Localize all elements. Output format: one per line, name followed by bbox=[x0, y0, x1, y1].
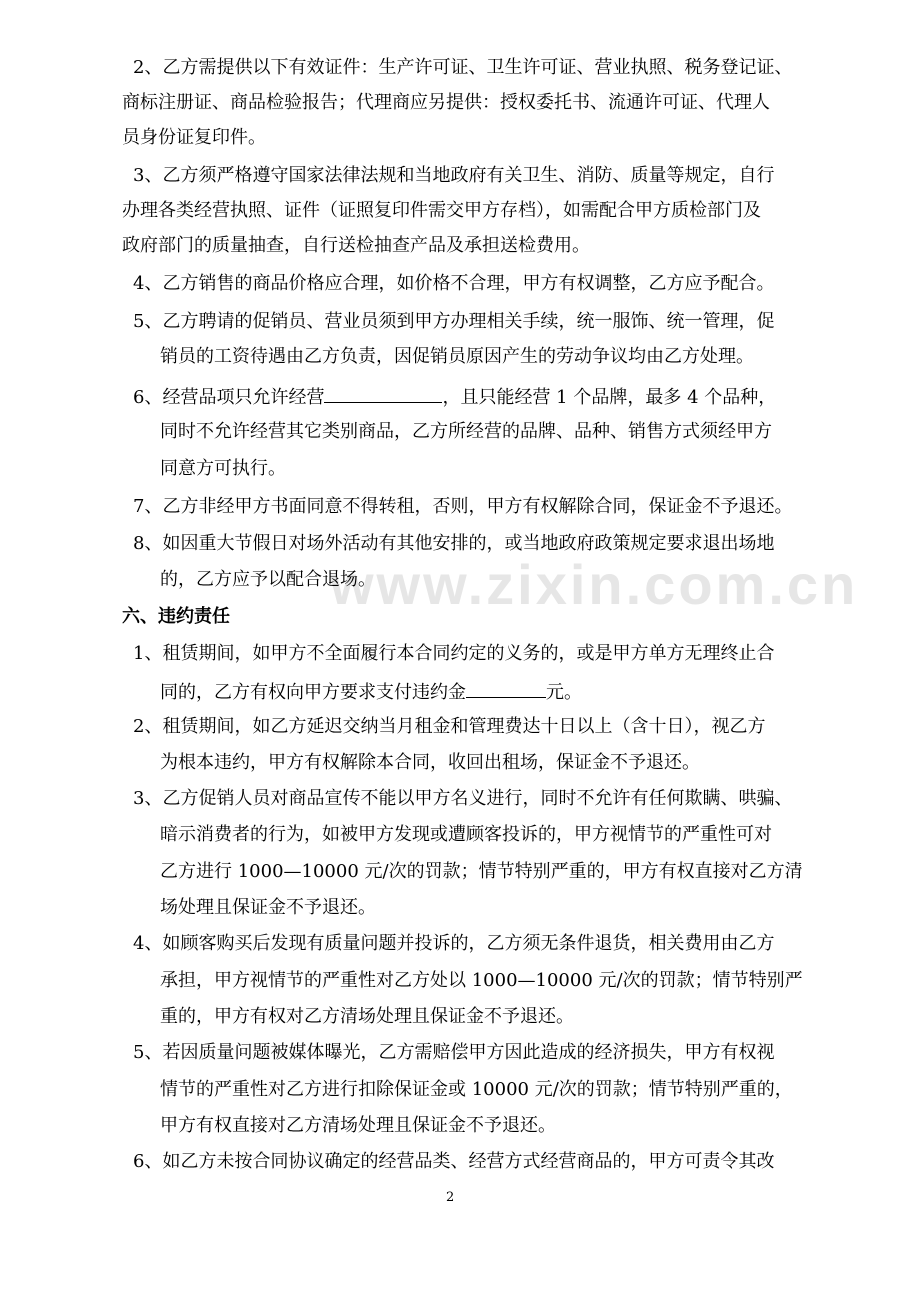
penalty-amount-blank bbox=[466, 677, 546, 698]
clause-7-line-1: 7、乙方非经甲方书面同意不得转租，否则，甲方有权解除合同，保证金不予退还。 bbox=[133, 496, 793, 517]
breach-clause-1-text-after-blank: 元。 bbox=[546, 682, 582, 703]
section-heading: 六、违约责任 bbox=[122, 606, 230, 627]
clause-6-line-3: 同意方可执行。 bbox=[160, 458, 286, 479]
clause-6-line-2: 同时不允许经营其它类别商品，乙方所经营的品牌、品种、销售方式须经甲方 bbox=[160, 421, 772, 442]
breach-clause-2-line-2: 为根本违约，甲方有权解除本合同，收回出租场，保证金不予退还。 bbox=[160, 752, 700, 773]
breach-clause-4-line-1: 4、如顾客购买后发现有质量问题并投诉的，乙方须无条件退货，相关费用由乙方 bbox=[133, 933, 775, 954]
breach-clause-6-line-1: 6、如乙方未按合同协议确定的经营品类、经营方式经营商品的，甲方可责令其改 bbox=[133, 1151, 775, 1172]
clause-6-text-before-blank: 6、经营品项只允许经营 bbox=[133, 387, 325, 408]
clause-2-line-2: 商标注册证、商品检验报告；代理商应另提供：授权委托书、流通许可证、代理人 bbox=[122, 92, 770, 113]
breach-clause-3-line-4: 场处理且保证金不予退还。 bbox=[160, 897, 376, 918]
breach-clause-5-line-2: 情节的严重性对乙方进行扣除保证金或 10000 元/次的罚款；情节特别严重的， bbox=[160, 1079, 793, 1100]
watermark: www.zixin.com.cn bbox=[330, 553, 859, 616]
breach-clause-1-line-2 bbox=[160, 677, 582, 703]
clause-3-line-2: 办理各类经营执照、证件（证照复印件需交甲方存档），如需配合甲方质检部门及 bbox=[122, 200, 761, 221]
breach-clause-3-line-1: 3、乙方促销人员对商品宣传不能以甲方名义进行，同时不允许有任何欺瞒、哄骗、 bbox=[133, 788, 793, 809]
page-number: 2 bbox=[446, 1190, 455, 1205]
clause-3-line-3: 政府部门的质量抽查，自行送检抽查产品及承担送检费用。 bbox=[122, 235, 590, 256]
clause-2-line-3: 员身份证复印件。 bbox=[122, 127, 266, 148]
breach-clause-2-line-1: 2、租赁期间，如乙方延迟交纳当月租金和管理费达十日以上（含十日），视乙方 bbox=[133, 716, 766, 737]
breach-clause-1-text-before-blank: 同的，乙方有权向甲方要求支付违约金 bbox=[160, 682, 466, 703]
breach-clause-4-line-3: 重的，甲方有权对乙方清场处理且保证金不予退还。 bbox=[160, 1006, 574, 1027]
clause-6-text-after-blank: ，且只能经营 1 个品牌，最多 4 个品种， bbox=[442, 387, 777, 408]
clause-4-line-1: 4、乙方销售的商品价格应合理，如价格不合理，甲方有权调整，乙方应予配合。 bbox=[133, 273, 775, 294]
clause-6-line-1 bbox=[133, 382, 776, 408]
clause-8-line-1: 8、如因重大节假日对场外活动有其他安排的，或当地政府政策规定要求退出场地 bbox=[133, 533, 775, 554]
clause-5-line-2: 销员的工资待遇由乙方负责，因促销员原因产生的劳动争议均由乙方处理。 bbox=[160, 346, 754, 367]
breach-clause-5-line-3: 甲方有权直接对乙方清场处理且保证金不予退还。 bbox=[160, 1115, 556, 1136]
clause-5-line-1: 5、乙方聘请的促销员、营业员须到甲方办理相关手续，统一服饰、统一管理，促 bbox=[133, 311, 775, 332]
breach-clause-5-line-1: 5、若因质量问题被媒体曝光，乙方需赔偿甲方因此造成的经济损失，甲方有权视 bbox=[133, 1042, 775, 1063]
clause-2-line-1: 2、乙方需提供以下有效证件：生产许可证、卫生许可证、营业执照、税务登记证、 bbox=[133, 57, 793, 78]
breach-clause-1-line-1: 1、租赁期间，如甲方不全面履行本合同约定的义务的，或是甲方单方无理终止合 bbox=[133, 643, 775, 664]
clause-3-line-1: 3、乙方须严格遵守国家法律法规和当地政府有关卫生、消防、质量等规定，自行 bbox=[133, 165, 775, 186]
clause-8-line-2: 的，乙方应予以配合退场。 bbox=[160, 569, 376, 590]
breach-clause-3-line-2: 暗示消费者的行为，如被甲方发现或遭顾客投诉的，甲方视情节的严重性可对 bbox=[160, 824, 772, 845]
breach-clause-3-line-3: 乙方进行 1000—10000 元/次的罚款；情节特别严重的，甲方有权直接对乙方清 bbox=[160, 861, 803, 882]
breach-clause-4-line-2: 承担，甲方视情节的严重性对乙方处以 1000—10000 元/次的罚款；情节特别严 bbox=[160, 970, 803, 991]
product-category-blank bbox=[324, 382, 442, 403]
